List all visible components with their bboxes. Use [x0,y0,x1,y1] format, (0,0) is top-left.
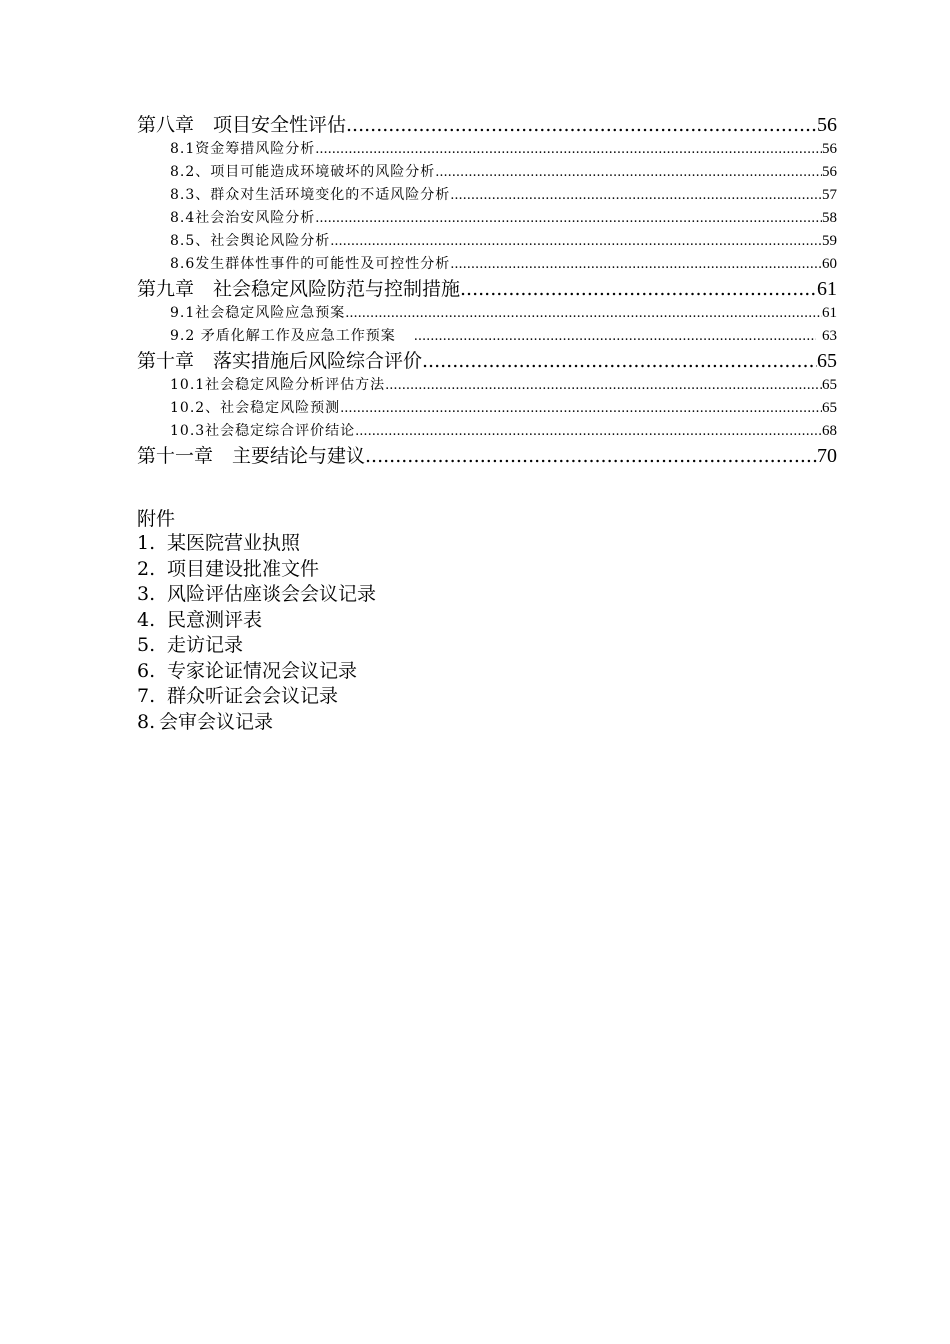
toc-entry-page: 60 [822,256,837,272]
toc-entry-title: 第十章 落实措施后风险综合评价 [137,350,423,372]
appendix-item-number: 1. [137,532,156,554]
appendix-item-number: 4. [137,608,156,631]
toc-entry-page: 56 [822,164,837,180]
appendix-item-text: 项目建设批准文件 [167,557,320,580]
appendix-item [137,684,376,710]
toc-entry-title: 8.3、群众对生活环境变化的不适风险分析 [170,187,451,203]
toc-entry-title: 10.2、社会稳定风险预测 [170,400,341,416]
appendix-item [137,531,376,557]
toc-entry-title: 8.4社会治安风险分析 [170,210,316,226]
toc-entry-page: 65 [817,350,837,372]
toc-entry-title: 第八章 项目安全性评估 [137,114,347,136]
dot-leader [345,302,822,325]
toc-entry-8-1[interactable] [137,138,837,161]
toc-entry-page: 63 [822,328,837,344]
toc-entry-page: 57 [822,187,837,203]
appendix-list [137,531,376,735]
dot-leader [340,397,822,420]
dot-leader [355,420,822,443]
toc-entry-chapter-9[interactable] [137,276,837,302]
toc-entry-title: 9.1社会稳定风险应急预案 [170,305,346,321]
toc-entry-9-2[interactable] [137,325,837,348]
appendix-item-text: 民意测评表 [167,608,263,631]
toc-entry-title: 8.1资金筹措风险分析 [170,141,316,157]
appendix-item-text: 风险评估座谈会会议记录 [167,583,377,605]
dot-leader [396,325,816,348]
toc-entry-title: 10.1社会稳定风险分析评估方法 [170,377,386,393]
appendix-item [137,608,376,634]
appendix-item-text: 专家论证情况会议记录 [167,659,358,682]
appendix-item-text: 群众听证会会议记录 [167,685,339,707]
appendix-item-text: 会审会议记录 [159,710,274,733]
toc-entry-page: 65 [822,377,837,393]
appendix-heading: 附件 [137,508,176,530]
toc-entry-8-2[interactable] [137,161,837,184]
appendix-item-text: 某医院营业执照 [167,532,301,554]
appendix-item-number: 5. [137,634,156,656]
dot-leader [435,161,822,184]
toc-entry-title: 第九章 社会稳定风险防范与控制措施 [137,278,461,300]
toc-entry-page: 58 [822,210,837,226]
dot-leader [315,207,822,230]
appendix-item-number: 7. [137,685,156,707]
appendix-item-number: 2. [137,557,156,580]
appendix-item-number: 8. [137,710,156,733]
toc-entry-10-1[interactable] [137,374,837,397]
toc-entry-page: 56 [822,141,837,157]
toc-entry-page: 70 [817,445,837,467]
toc-entry-title: 8.2、项目可能造成环境破坏的风险分析 [170,164,436,180]
toc-entry-10-3[interactable] [137,420,837,443]
appendix-item-text: 走访记录 [167,634,244,656]
table-of-contents [137,112,837,469]
appendix-item [137,633,376,659]
appendix-item [137,710,376,736]
appendix-item [137,557,376,583]
appendix-item-number: 3. [137,583,156,605]
dot-leader [422,348,817,374]
toc-entry-page: 61 [817,278,837,300]
dot-leader [450,184,822,207]
toc-entry-page: 59 [822,233,837,249]
toc-entry-title: 第十一章 主要结论与建议 [137,445,366,467]
toc-entry-9-1[interactable] [137,302,837,325]
toc-entry-chapter-8[interactable] [137,112,837,138]
toc-entry-8-5[interactable] [137,230,837,253]
toc-entry-page: 56 [817,114,837,136]
dot-leader [330,230,822,253]
toc-entry-8-6[interactable] [137,253,837,276]
appendix-item [137,582,376,608]
toc-entry-10-2[interactable] [137,397,837,420]
toc-entry-chapter-10[interactable] [137,348,837,374]
document-page [137,112,837,733]
appendix-item [137,659,376,685]
dot-leader [385,374,822,397]
toc-entry-chapter-11[interactable] [137,443,837,469]
dot-leader [450,253,822,276]
toc-entry-title: 10.3社会稳定综合评价结论 [170,423,356,439]
toc-entry-8-3[interactable] [137,184,837,207]
toc-entry-page: 61 [822,305,837,321]
dot-leader [460,276,817,302]
toc-entry-page: 65 [822,400,837,416]
appendix-item-number: 6. [137,659,156,682]
dot-leader [315,138,822,161]
toc-entry-title: 9.2 矛盾化解工作及应急工作预案 [170,328,396,344]
toc-entry-title: 8.6发生群体性事件的可能性及可控性分析 [170,256,451,272]
toc-entry-title: 8.5、社会舆论风险分析 [170,233,331,249]
toc-entry-8-4[interactable] [137,207,837,230]
dot-leader [365,443,817,469]
toc-entry-page: 68 [822,423,837,439]
dot-leader [346,112,817,138]
